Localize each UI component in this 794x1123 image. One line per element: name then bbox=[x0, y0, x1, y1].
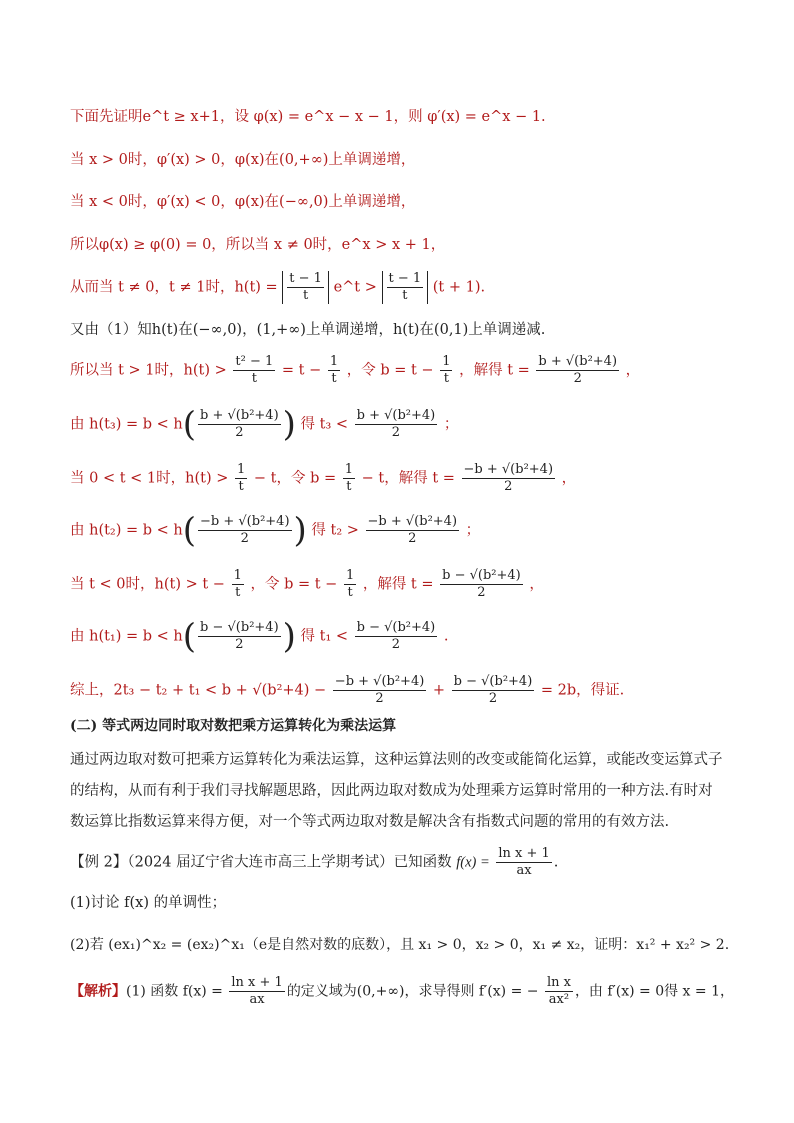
paren-left: ( bbox=[182, 510, 197, 551]
fraction-numerator: ln x bbox=[546, 975, 571, 990]
abs-value bbox=[382, 271, 429, 304]
proof-line-4 bbox=[70, 235, 445, 255]
fraction-denominator: t bbox=[346, 479, 352, 494]
proof-text: − t，解得 t = bbox=[361, 470, 455, 487]
proof-text: ， bbox=[529, 576, 544, 593]
proof-text: 当 x > 0时，φ′(x) > 0，φ(x)在(0,+∞)上单调递增， bbox=[70, 152, 416, 168]
paren-left: ( bbox=[182, 404, 197, 445]
proof-text: ，令 b = t − bbox=[250, 576, 338, 593]
proof-line-8 bbox=[70, 404, 459, 445]
fraction-denominator: 2 bbox=[573, 371, 582, 386]
abs-value bbox=[282, 271, 329, 304]
fraction-numerator: −b + √(b²+4) bbox=[334, 674, 425, 689]
proof-line-3 bbox=[70, 192, 415, 212]
fraction-denominator: t bbox=[251, 371, 257, 386]
fraction-numerator: −b + √(b²+4) bbox=[200, 514, 290, 529]
proof-text: 由 h(t₃) = b < h bbox=[70, 416, 183, 433]
proof-text: 当 x < 0时，φ′(x) < 0，φ(x)在(−∞,0)上单调递增， bbox=[70, 194, 416, 210]
fraction-numerator: 1 bbox=[329, 354, 339, 369]
fraction-denominator: 2 bbox=[488, 691, 498, 706]
fraction-denominator: 2 bbox=[240, 531, 249, 546]
proof-line-10 bbox=[70, 510, 481, 551]
proof-line-9 bbox=[70, 462, 576, 495]
fraction-numerator: b − √(b²+4) bbox=[442, 568, 521, 583]
paren-left: ( bbox=[182, 616, 197, 657]
fraction-denominator: t bbox=[331, 371, 337, 386]
fraction-denominator: 2 bbox=[391, 637, 401, 652]
proof-line-7 bbox=[70, 354, 640, 387]
paragraph-text: 通过两边取对数可把乘方运算转化为乘法运算，这种运算法则的改变或能简化运算，或能改变运算式子的结构，从而有利于我们寻找解题思路，因此两边取对数成为处理乘方运算时常用的一种方法.有时对数运算比指数运算来得方便，对一个等式两边取对数是解决含有指数式问题的常用的有效方法. bbox=[70, 752, 723, 830]
proof-text: 得 t₃ < bbox=[300, 416, 349, 433]
section-heading bbox=[70, 716, 396, 736]
fraction-denominator: 2 bbox=[391, 425, 401, 440]
fraction-denominator: t bbox=[235, 585, 241, 600]
proof-line-13 bbox=[70, 674, 624, 707]
solution-text: (1) 函数 f(x) = bbox=[126, 983, 223, 1000]
fraction-numerator: 1 bbox=[442, 354, 451, 369]
fraction-numerator: −b + √(b²+4) bbox=[463, 462, 554, 477]
question-text: (1)讨论 f(x) 的单调性； bbox=[70, 895, 227, 911]
proof-text: 由 h(t₁) = b < h bbox=[70, 628, 183, 645]
proof-text: ； bbox=[465, 522, 481, 539]
proof-text: ； bbox=[443, 416, 459, 433]
proof-text: ，解得 t = bbox=[362, 576, 434, 593]
proof-text: 综上，2t₃ − t₂ + t₁ < b + √(b²+4) − bbox=[70, 682, 327, 699]
example-source: （2024 届辽宁省大连市高三上学期考试）已知函数 bbox=[127, 854, 452, 871]
fraction-denominator: ax bbox=[516, 863, 532, 878]
fraction-numerator: b − √(b²+4) bbox=[200, 620, 279, 635]
fraction-numerator: t − 1 bbox=[388, 271, 422, 286]
fraction-denominator: 2 bbox=[477, 585, 486, 600]
fraction-numerator: b + √(b²+4) bbox=[356, 408, 436, 423]
proof-line-12 bbox=[70, 616, 449, 657]
proof-text: 又由（1）知h(t)在(−∞,0)，(1,+∞)上单调递增，h(t)在(0,1)上单调递减. bbox=[70, 322, 546, 338]
proof-text: ，解得 t = bbox=[459, 362, 530, 379]
fraction-denominator: 2 bbox=[408, 531, 417, 546]
fraction-denominator: 2 bbox=[235, 637, 244, 652]
fraction-denominator: t bbox=[347, 585, 353, 600]
heading-text: (二) 等式两边同时取对数把乘方运算转化为乘法运算 bbox=[70, 718, 397, 734]
proof-line-6 bbox=[70, 320, 545, 340]
solution-label: 【解析】 bbox=[70, 983, 126, 1000]
proof-text: 从而当 t ≠ 0，t ≠ 1时，h(t) = bbox=[70, 279, 278, 296]
paren-right: ) bbox=[282, 616, 296, 657]
fraction-numerator: b − √(b²+4) bbox=[453, 674, 533, 689]
fraction-numerator: 1 bbox=[345, 568, 355, 583]
proof-text: (t + 1). bbox=[432, 279, 486, 296]
fraction-numerator: b + √(b²+4) bbox=[538, 354, 618, 369]
fraction-numerator: b + √(b²+4) bbox=[200, 408, 279, 423]
fraction-denominator: t bbox=[402, 288, 408, 303]
question-text: (2)若 (ex₁)^x₂ = (ex₂)^x₁（e是自然对数的底数），且 x₁ > 0，x₂ > 0，x₁ ≠ x₂，证明：x₁² + x₂² > 2. bbox=[70, 937, 730, 953]
proof-line-5 bbox=[70, 271, 485, 304]
function-name: f(x) = bbox=[456, 854, 490, 871]
proof-text: . bbox=[443, 628, 449, 645]
fraction-numerator: t² − 1 bbox=[235, 354, 274, 369]
proof-text: 所以当 t > 1时，h(t) > bbox=[70, 362, 227, 379]
fraction-denominator: 2 bbox=[235, 425, 244, 440]
proof-text: ，令 b = t − bbox=[346, 362, 434, 379]
punctuation: . bbox=[553, 854, 559, 871]
fraction-numerator: t − 1 bbox=[289, 271, 322, 286]
proof-text: 得 t₂ > bbox=[311, 522, 359, 539]
example-label: 【例 2】 bbox=[70, 854, 128, 871]
proof-line-11 bbox=[70, 568, 544, 601]
proof-text: = t − bbox=[281, 362, 322, 379]
fraction-numerator: ln x + 1 bbox=[231, 975, 283, 990]
question-1 bbox=[70, 893, 226, 913]
proof-line-2 bbox=[70, 150, 415, 170]
fraction-numerator: 1 bbox=[236, 462, 246, 477]
proof-line-1 bbox=[70, 107, 546, 127]
question-2 bbox=[70, 935, 729, 955]
solution-text: ，由 f′(x) = 0得 x = 1， bbox=[574, 983, 734, 1000]
proof-text: 由 h(t₂) = b < h bbox=[70, 522, 183, 539]
solution-line bbox=[70, 975, 734, 1008]
proof-text: 所以φ(x) ≥ φ(0) = 0，所以当 x ≠ 0时，e^x > x + 1， bbox=[70, 237, 446, 253]
proof-text: + bbox=[432, 682, 446, 699]
fraction-denominator: t bbox=[238, 479, 244, 494]
proof-text: ， bbox=[625, 362, 641, 379]
fraction-numerator: −b + √(b²+4) bbox=[367, 514, 458, 529]
fraction-numerator: b − √(b²+4) bbox=[356, 620, 436, 635]
paren-right: ) bbox=[282, 404, 296, 445]
paren-right: ) bbox=[293, 510, 307, 551]
proof-text: 下面先证明e^t ≥ x+1，设 φ(x) = e^x − x − 1，则 φ′(x) = e^x − 1. bbox=[70, 109, 546, 125]
fraction-numerator: 1 bbox=[233, 568, 242, 583]
fraction-denominator: 2 bbox=[504, 479, 513, 494]
fraction-denominator: ax² bbox=[548, 992, 570, 1007]
solution-text: 的定义域为(0,+∞)，求导得则 f′(x) = − bbox=[286, 983, 539, 1000]
proof-text: = 2b，得证. bbox=[540, 682, 625, 699]
fraction-numerator: ln x + 1 bbox=[498, 846, 550, 861]
proof-text: 当 t < 0时，h(t) > t − bbox=[70, 576, 225, 593]
fraction-denominator: t bbox=[443, 371, 449, 386]
proof-text: − t，令 b = bbox=[253, 470, 337, 487]
example-2-header bbox=[70, 846, 558, 879]
fraction-denominator: ax bbox=[249, 992, 265, 1007]
proof-text: ， bbox=[561, 470, 577, 487]
proof-text: 当 0 < t < 1时，h(t) > bbox=[70, 470, 229, 487]
proof-text: e^t > bbox=[333, 279, 377, 296]
proof-text: 得 t₁ < bbox=[300, 628, 349, 645]
fraction-denominator: 2 bbox=[375, 691, 384, 706]
fraction-numerator: 1 bbox=[344, 462, 354, 477]
fraction-denominator: t bbox=[303, 288, 309, 303]
section-paragraph bbox=[70, 745, 725, 838]
